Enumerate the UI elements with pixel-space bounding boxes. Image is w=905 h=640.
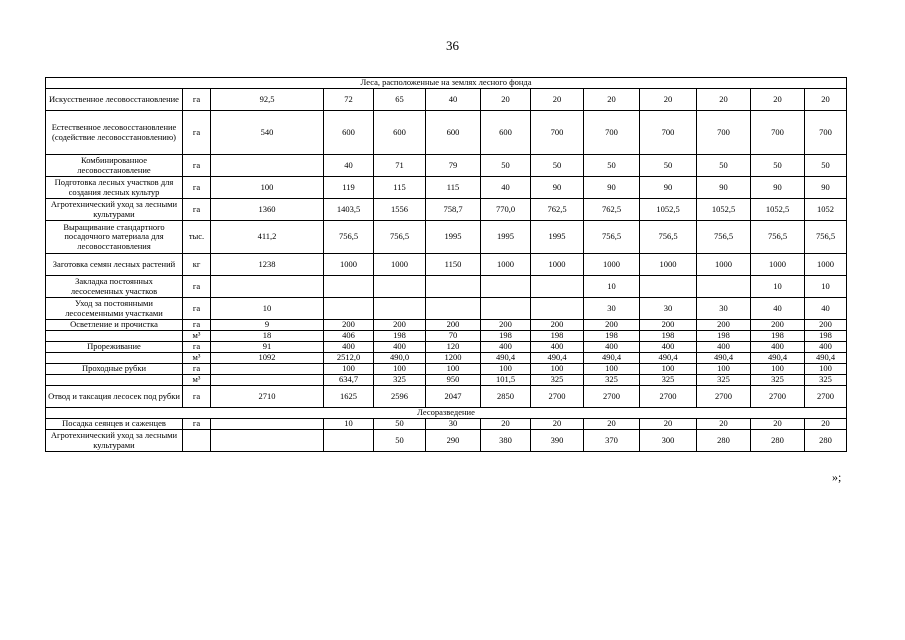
value-cell: [324, 298, 374, 320]
table-row: [46, 155, 847, 177]
value-cell: 90: [640, 177, 697, 199]
value-cell: 490,0: [374, 353, 426, 364]
value-cell: 2700: [751, 386, 805, 408]
value-cell: 20: [531, 419, 584, 430]
row-name: Подготовка лесных участков для создания лесных культур: [46, 177, 183, 199]
forestry-plan-table: [45, 77, 847, 452]
value-cell: 100: [481, 364, 531, 375]
value-cell: 119: [324, 177, 374, 199]
table-row: [46, 177, 847, 199]
value-cell: 490,4: [697, 353, 751, 364]
value-cell: 90: [751, 177, 805, 199]
value-cell: 756,5: [584, 221, 640, 254]
row-name: Осветление и прочистка: [46, 320, 183, 331]
value-cell: [211, 276, 324, 298]
row-name: Заготовка семян лесных растений: [46, 254, 183, 276]
value-cell: 70: [426, 331, 481, 342]
value-cell: 490,4: [584, 353, 640, 364]
value-cell: 50: [481, 155, 531, 177]
value-cell: 18: [211, 331, 324, 342]
table-row: [46, 89, 847, 111]
value-cell: 1052,5: [751, 199, 805, 221]
value-cell: 100: [374, 364, 426, 375]
value-cell: 100: [426, 364, 481, 375]
row-unit: кг: [183, 254, 211, 276]
value-cell: 90: [584, 177, 640, 199]
value-cell: 50: [374, 419, 426, 430]
value-cell: 762,5: [584, 199, 640, 221]
value-cell: 40: [426, 89, 481, 111]
row-name: [46, 331, 183, 342]
table-row: [46, 320, 847, 331]
value-cell: 20: [584, 89, 640, 111]
value-cell: 9: [211, 320, 324, 331]
value-cell: 406: [324, 331, 374, 342]
value-cell: [374, 276, 426, 298]
row-name: Посадка сеянцев и саженцев: [46, 419, 183, 430]
value-cell: 40: [481, 177, 531, 199]
value-cell: 79: [426, 155, 481, 177]
value-cell: 1000: [640, 254, 697, 276]
table-row: [46, 111, 847, 155]
value-cell: 490,4: [751, 353, 805, 364]
value-cell: [481, 298, 531, 320]
value-cell: 198: [374, 331, 426, 342]
value-cell: 400: [584, 342, 640, 353]
value-cell: 115: [374, 177, 426, 199]
value-cell: 400: [640, 342, 697, 353]
table-row: [46, 430, 847, 452]
value-cell: 756,5: [751, 221, 805, 254]
row-name: Выращивание стандартного посадочного материала для лесовосстановления: [46, 221, 183, 254]
value-cell: 2700: [531, 386, 584, 408]
value-cell: 198: [751, 331, 805, 342]
value-cell: 2850: [481, 386, 531, 408]
value-cell: 1000: [805, 254, 847, 276]
value-cell: 1995: [426, 221, 481, 254]
value-cell: 71: [374, 155, 426, 177]
row-unit: га: [183, 199, 211, 221]
value-cell: [211, 375, 324, 386]
value-cell: 2700: [697, 386, 751, 408]
row-unit: га: [183, 364, 211, 375]
value-cell: 90: [805, 177, 847, 199]
value-cell: 20: [531, 89, 584, 111]
value-cell: 700: [805, 111, 847, 155]
value-cell: 600: [481, 111, 531, 155]
value-cell: 290: [426, 430, 481, 452]
value-cell: 100: [531, 364, 584, 375]
row-name: Агротехнический уход за лесными культурами: [46, 199, 183, 221]
value-cell: 72: [324, 89, 374, 111]
value-cell: 200: [324, 320, 374, 331]
value-cell: 200: [374, 320, 426, 331]
value-cell: 280: [751, 430, 805, 452]
value-cell: 325: [805, 375, 847, 386]
value-cell: 50: [697, 155, 751, 177]
value-cell: 400: [751, 342, 805, 353]
row-unit: га: [183, 386, 211, 408]
row-unit: га: [183, 320, 211, 331]
value-cell: 634,7: [324, 375, 374, 386]
value-cell: 325: [640, 375, 697, 386]
value-cell: 756,5: [640, 221, 697, 254]
row-unit: га: [183, 419, 211, 430]
row-unit: га: [183, 276, 211, 298]
value-cell: 200: [805, 320, 847, 331]
value-cell: 10: [211, 298, 324, 320]
table-row: [46, 342, 847, 353]
value-cell: 20: [805, 419, 847, 430]
value-cell: 2700: [584, 386, 640, 408]
value-cell: 1995: [531, 221, 584, 254]
section-header-row: [46, 78, 847, 89]
value-cell: 1052,5: [697, 199, 751, 221]
value-cell: 1052: [805, 199, 847, 221]
value-cell: [211, 419, 324, 430]
value-cell: 198: [584, 331, 640, 342]
table-row: [46, 331, 847, 342]
value-cell: 300: [640, 430, 697, 452]
value-cell: 1000: [531, 254, 584, 276]
value-cell: 200: [751, 320, 805, 331]
value-cell: 400: [697, 342, 751, 353]
value-cell: 2047: [426, 386, 481, 408]
row-name: Комбинированное лесовосстановление: [46, 155, 183, 177]
page-number: 36: [446, 38, 459, 53]
table-row: [46, 419, 847, 430]
value-cell: 700: [531, 111, 584, 155]
value-cell: 1000: [584, 254, 640, 276]
value-cell: 10: [805, 276, 847, 298]
value-cell: 1995: [481, 221, 531, 254]
value-cell: 1625: [324, 386, 374, 408]
value-cell: [211, 430, 324, 452]
table-row: [46, 386, 847, 408]
value-cell: 390: [531, 430, 584, 452]
row-unit: га: [183, 89, 211, 111]
value-cell: 325: [531, 375, 584, 386]
row-name: Искусственное лесовосстановление: [46, 89, 183, 111]
table-row: [46, 364, 847, 375]
value-cell: 92,5: [211, 89, 324, 111]
table-row: [46, 276, 847, 298]
row-unit: м³: [183, 375, 211, 386]
value-cell: 100: [211, 177, 324, 199]
value-cell: 756,5: [324, 221, 374, 254]
value-cell: [531, 276, 584, 298]
value-cell: [640, 276, 697, 298]
value-cell: 198: [805, 331, 847, 342]
value-cell: 411,2: [211, 221, 324, 254]
value-cell: 50: [531, 155, 584, 177]
value-cell: 200: [426, 320, 481, 331]
value-cell: 20: [805, 89, 847, 111]
value-cell: 50: [805, 155, 847, 177]
value-cell: 490,4: [640, 353, 697, 364]
value-cell: [531, 298, 584, 320]
value-cell: [211, 364, 324, 375]
section-title: Лесоразведение: [46, 408, 847, 419]
value-cell: 40: [805, 298, 847, 320]
value-cell: 490,4: [531, 353, 584, 364]
value-cell: 1000: [751, 254, 805, 276]
value-cell: 90: [531, 177, 584, 199]
closing-mark: »;: [832, 470, 842, 484]
value-cell: 380: [481, 430, 531, 452]
value-cell: 40: [324, 155, 374, 177]
value-cell: 1200: [426, 353, 481, 364]
value-cell: 10: [751, 276, 805, 298]
value-cell: 100: [805, 364, 847, 375]
value-cell: 490,4: [805, 353, 847, 364]
row-name: Отвод и таксация лесосек под рубки: [46, 386, 183, 408]
value-cell: 1000: [697, 254, 751, 276]
value-cell: 30: [640, 298, 697, 320]
value-cell: 770,0: [481, 199, 531, 221]
value-cell: 20: [481, 419, 531, 430]
row-unit: га: [183, 155, 211, 177]
value-cell: 198: [531, 331, 584, 342]
value-cell: [697, 276, 751, 298]
value-cell: 100: [697, 364, 751, 375]
value-cell: 700: [584, 111, 640, 155]
value-cell: 200: [584, 320, 640, 331]
value-cell: 2512,0: [324, 353, 374, 364]
value-cell: 20: [640, 89, 697, 111]
table-row: [46, 254, 847, 276]
value-cell: 600: [426, 111, 481, 155]
value-cell: 20: [584, 419, 640, 430]
value-cell: 1360: [211, 199, 324, 221]
value-cell: 2700: [805, 386, 847, 408]
value-cell: 20: [751, 89, 805, 111]
value-cell: 1000: [324, 254, 374, 276]
value-cell: 20: [481, 89, 531, 111]
value-cell: [211, 155, 324, 177]
value-cell: 200: [481, 320, 531, 331]
value-cell: 1238: [211, 254, 324, 276]
value-cell: 10: [584, 276, 640, 298]
value-cell: 756,5: [805, 221, 847, 254]
value-cell: 200: [531, 320, 584, 331]
row-unit: га: [183, 342, 211, 353]
value-cell: 700: [640, 111, 697, 155]
value-cell: 30: [697, 298, 751, 320]
value-cell: 50: [584, 155, 640, 177]
value-cell: 115: [426, 177, 481, 199]
table-row: [46, 221, 847, 254]
value-cell: 600: [324, 111, 374, 155]
row-unit: [183, 430, 211, 452]
row-name: Закладка постоянных лесосеменных участков: [46, 276, 183, 298]
row-name: Уход за постоянными лесосеменными участками: [46, 298, 183, 320]
value-cell: [481, 276, 531, 298]
value-cell: 100: [751, 364, 805, 375]
table-row: [46, 353, 847, 364]
value-cell: 100: [640, 364, 697, 375]
value-cell: 2596: [374, 386, 426, 408]
value-cell: 91: [211, 342, 324, 353]
table-row: [46, 199, 847, 221]
value-cell: 325: [697, 375, 751, 386]
value-cell: 20: [697, 89, 751, 111]
value-cell: 756,5: [374, 221, 426, 254]
value-cell: [374, 298, 426, 320]
value-cell: 950: [426, 375, 481, 386]
table-body: [46, 78, 847, 452]
value-cell: 50: [374, 430, 426, 452]
value-cell: 101,5: [481, 375, 531, 386]
value-cell: 10: [324, 419, 374, 430]
value-cell: 1403,5: [324, 199, 374, 221]
value-cell: 400: [531, 342, 584, 353]
row-unit: м³: [183, 353, 211, 364]
value-cell: 325: [751, 375, 805, 386]
value-cell: 325: [374, 375, 426, 386]
row-unit: га: [183, 111, 211, 155]
value-cell: 20: [640, 419, 697, 430]
value-cell: 1052,5: [640, 199, 697, 221]
value-cell: 198: [640, 331, 697, 342]
value-cell: 1556: [374, 199, 426, 221]
value-cell: 400: [374, 342, 426, 353]
section-title: Леса, расположенные на землях лесного фонда: [46, 78, 847, 89]
row-name: [46, 353, 183, 364]
value-cell: 490,4: [481, 353, 531, 364]
value-cell: [324, 430, 374, 452]
value-cell: 30: [426, 419, 481, 430]
value-cell: 762,5: [531, 199, 584, 221]
value-cell: 2700: [640, 386, 697, 408]
row-unit: га: [183, 298, 211, 320]
value-cell: 200: [640, 320, 697, 331]
row-name: Прореживание: [46, 342, 183, 353]
value-cell: 20: [751, 419, 805, 430]
row-name: Агротехнический уход за лесными культурами: [46, 430, 183, 452]
value-cell: [426, 298, 481, 320]
row-unit: га: [183, 177, 211, 199]
value-cell: 400: [805, 342, 847, 353]
value-cell: 40: [751, 298, 805, 320]
value-cell: 280: [805, 430, 847, 452]
value-cell: 758,7: [426, 199, 481, 221]
value-cell: 700: [751, 111, 805, 155]
section-header-row: [46, 408, 847, 419]
value-cell: 756,5: [697, 221, 751, 254]
value-cell: 50: [640, 155, 697, 177]
value-cell: 200: [697, 320, 751, 331]
value-cell: 90: [697, 177, 751, 199]
value-cell: 540: [211, 111, 324, 155]
value-cell: 325: [584, 375, 640, 386]
value-cell: 1000: [481, 254, 531, 276]
value-cell: 1150: [426, 254, 481, 276]
value-cell: 100: [324, 364, 374, 375]
value-cell: 30: [584, 298, 640, 320]
row-unit: м³: [183, 331, 211, 342]
row-unit: тыс.: [183, 221, 211, 254]
value-cell: 50: [751, 155, 805, 177]
value-cell: 65: [374, 89, 426, 111]
table-row: [46, 375, 847, 386]
value-cell: 20: [697, 419, 751, 430]
row-name: Естественное лесовосстановление (содействие лесовосстановлению): [46, 111, 183, 155]
row-name: Проходные рубки: [46, 364, 183, 375]
value-cell: 120: [426, 342, 481, 353]
value-cell: 100: [584, 364, 640, 375]
value-cell: 2710: [211, 386, 324, 408]
value-cell: [324, 276, 374, 298]
row-name: [46, 375, 183, 386]
value-cell: 370: [584, 430, 640, 452]
value-cell: 1000: [374, 254, 426, 276]
value-cell: [426, 276, 481, 298]
table-row: [46, 298, 847, 320]
value-cell: 400: [324, 342, 374, 353]
value-cell: 280: [697, 430, 751, 452]
value-cell: 400: [481, 342, 531, 353]
value-cell: 1092: [211, 353, 324, 364]
value-cell: 198: [697, 331, 751, 342]
value-cell: 600: [374, 111, 426, 155]
value-cell: 198: [481, 331, 531, 342]
value-cell: 700: [697, 111, 751, 155]
